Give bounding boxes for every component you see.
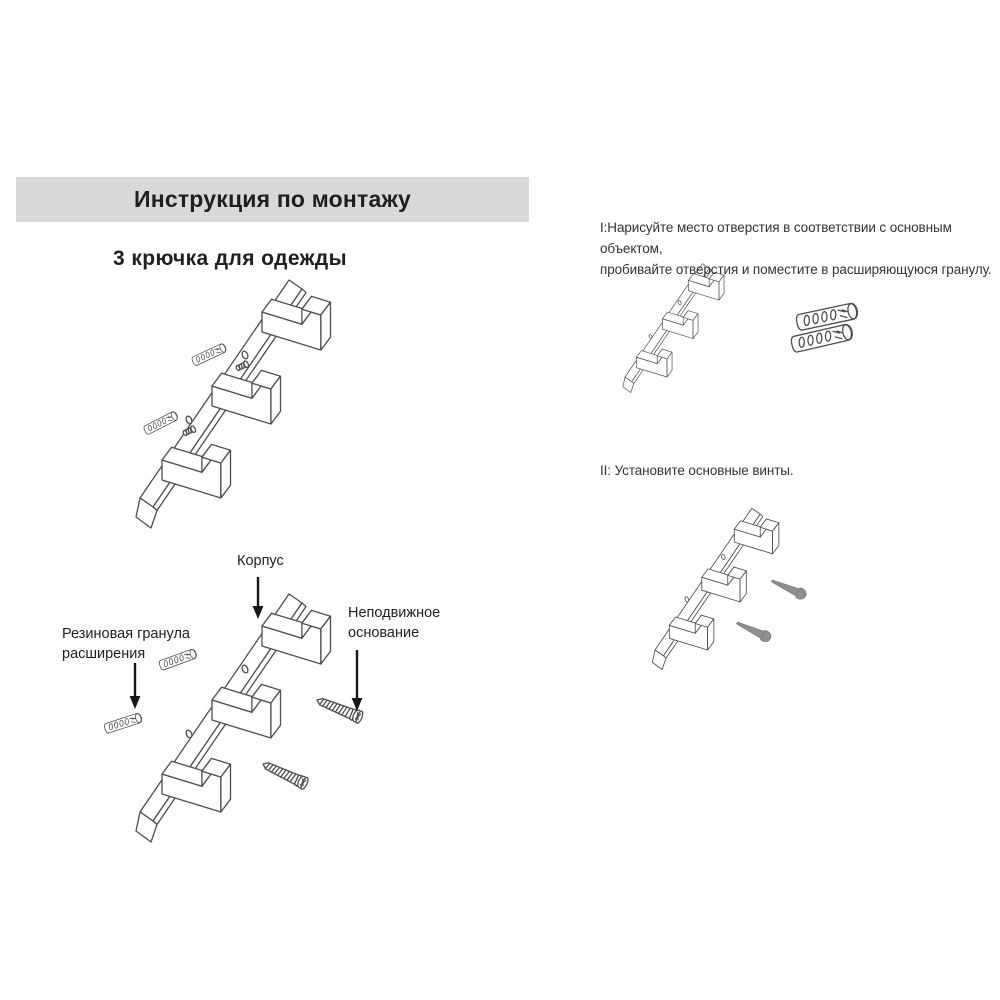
label-line: Неподвижное bbox=[348, 605, 441, 621]
screw-drawing bbox=[770, 576, 808, 601]
step2-drawing bbox=[652, 508, 807, 669]
wall-anchor-drawing bbox=[143, 411, 179, 435]
step2-text: II: Установите основные винты. bbox=[600, 463, 794, 478]
step1-line: I:Нарисуйте место отверстия в соответствии с основным объектом, bbox=[600, 220, 952, 256]
product-title: 3 крючка для одежды bbox=[113, 247, 347, 270]
hook-rail-drawing bbox=[652, 508, 778, 669]
hook-rail-drawing bbox=[623, 264, 724, 393]
assembled-rail-drawing bbox=[136, 280, 331, 528]
screw-drawing bbox=[735, 618, 773, 643]
step1-drawing bbox=[623, 264, 859, 393]
label-body: Корпус bbox=[237, 553, 284, 569]
label-fixed-base bbox=[348, 603, 440, 643]
exploded-rail-drawing bbox=[103, 577, 364, 842]
screw-drawing bbox=[260, 758, 309, 790]
wall-anchor-drawing bbox=[103, 712, 142, 733]
wall-anchor-drawing bbox=[191, 343, 227, 366]
page-title: Инструкция по монтажу bbox=[134, 186, 411, 212]
label-line: Резиновая гранула bbox=[62, 626, 190, 642]
label-rubber-granule bbox=[62, 624, 190, 664]
label-line: основание bbox=[348, 625, 420, 641]
step1-text bbox=[600, 217, 1000, 280]
hook-rail-drawing bbox=[136, 280, 331, 528]
step1-line: пробивайте отверстия и поместите в расширяющуюся гранулу. bbox=[600, 262, 992, 277]
label-line: расширения bbox=[62, 646, 146, 662]
